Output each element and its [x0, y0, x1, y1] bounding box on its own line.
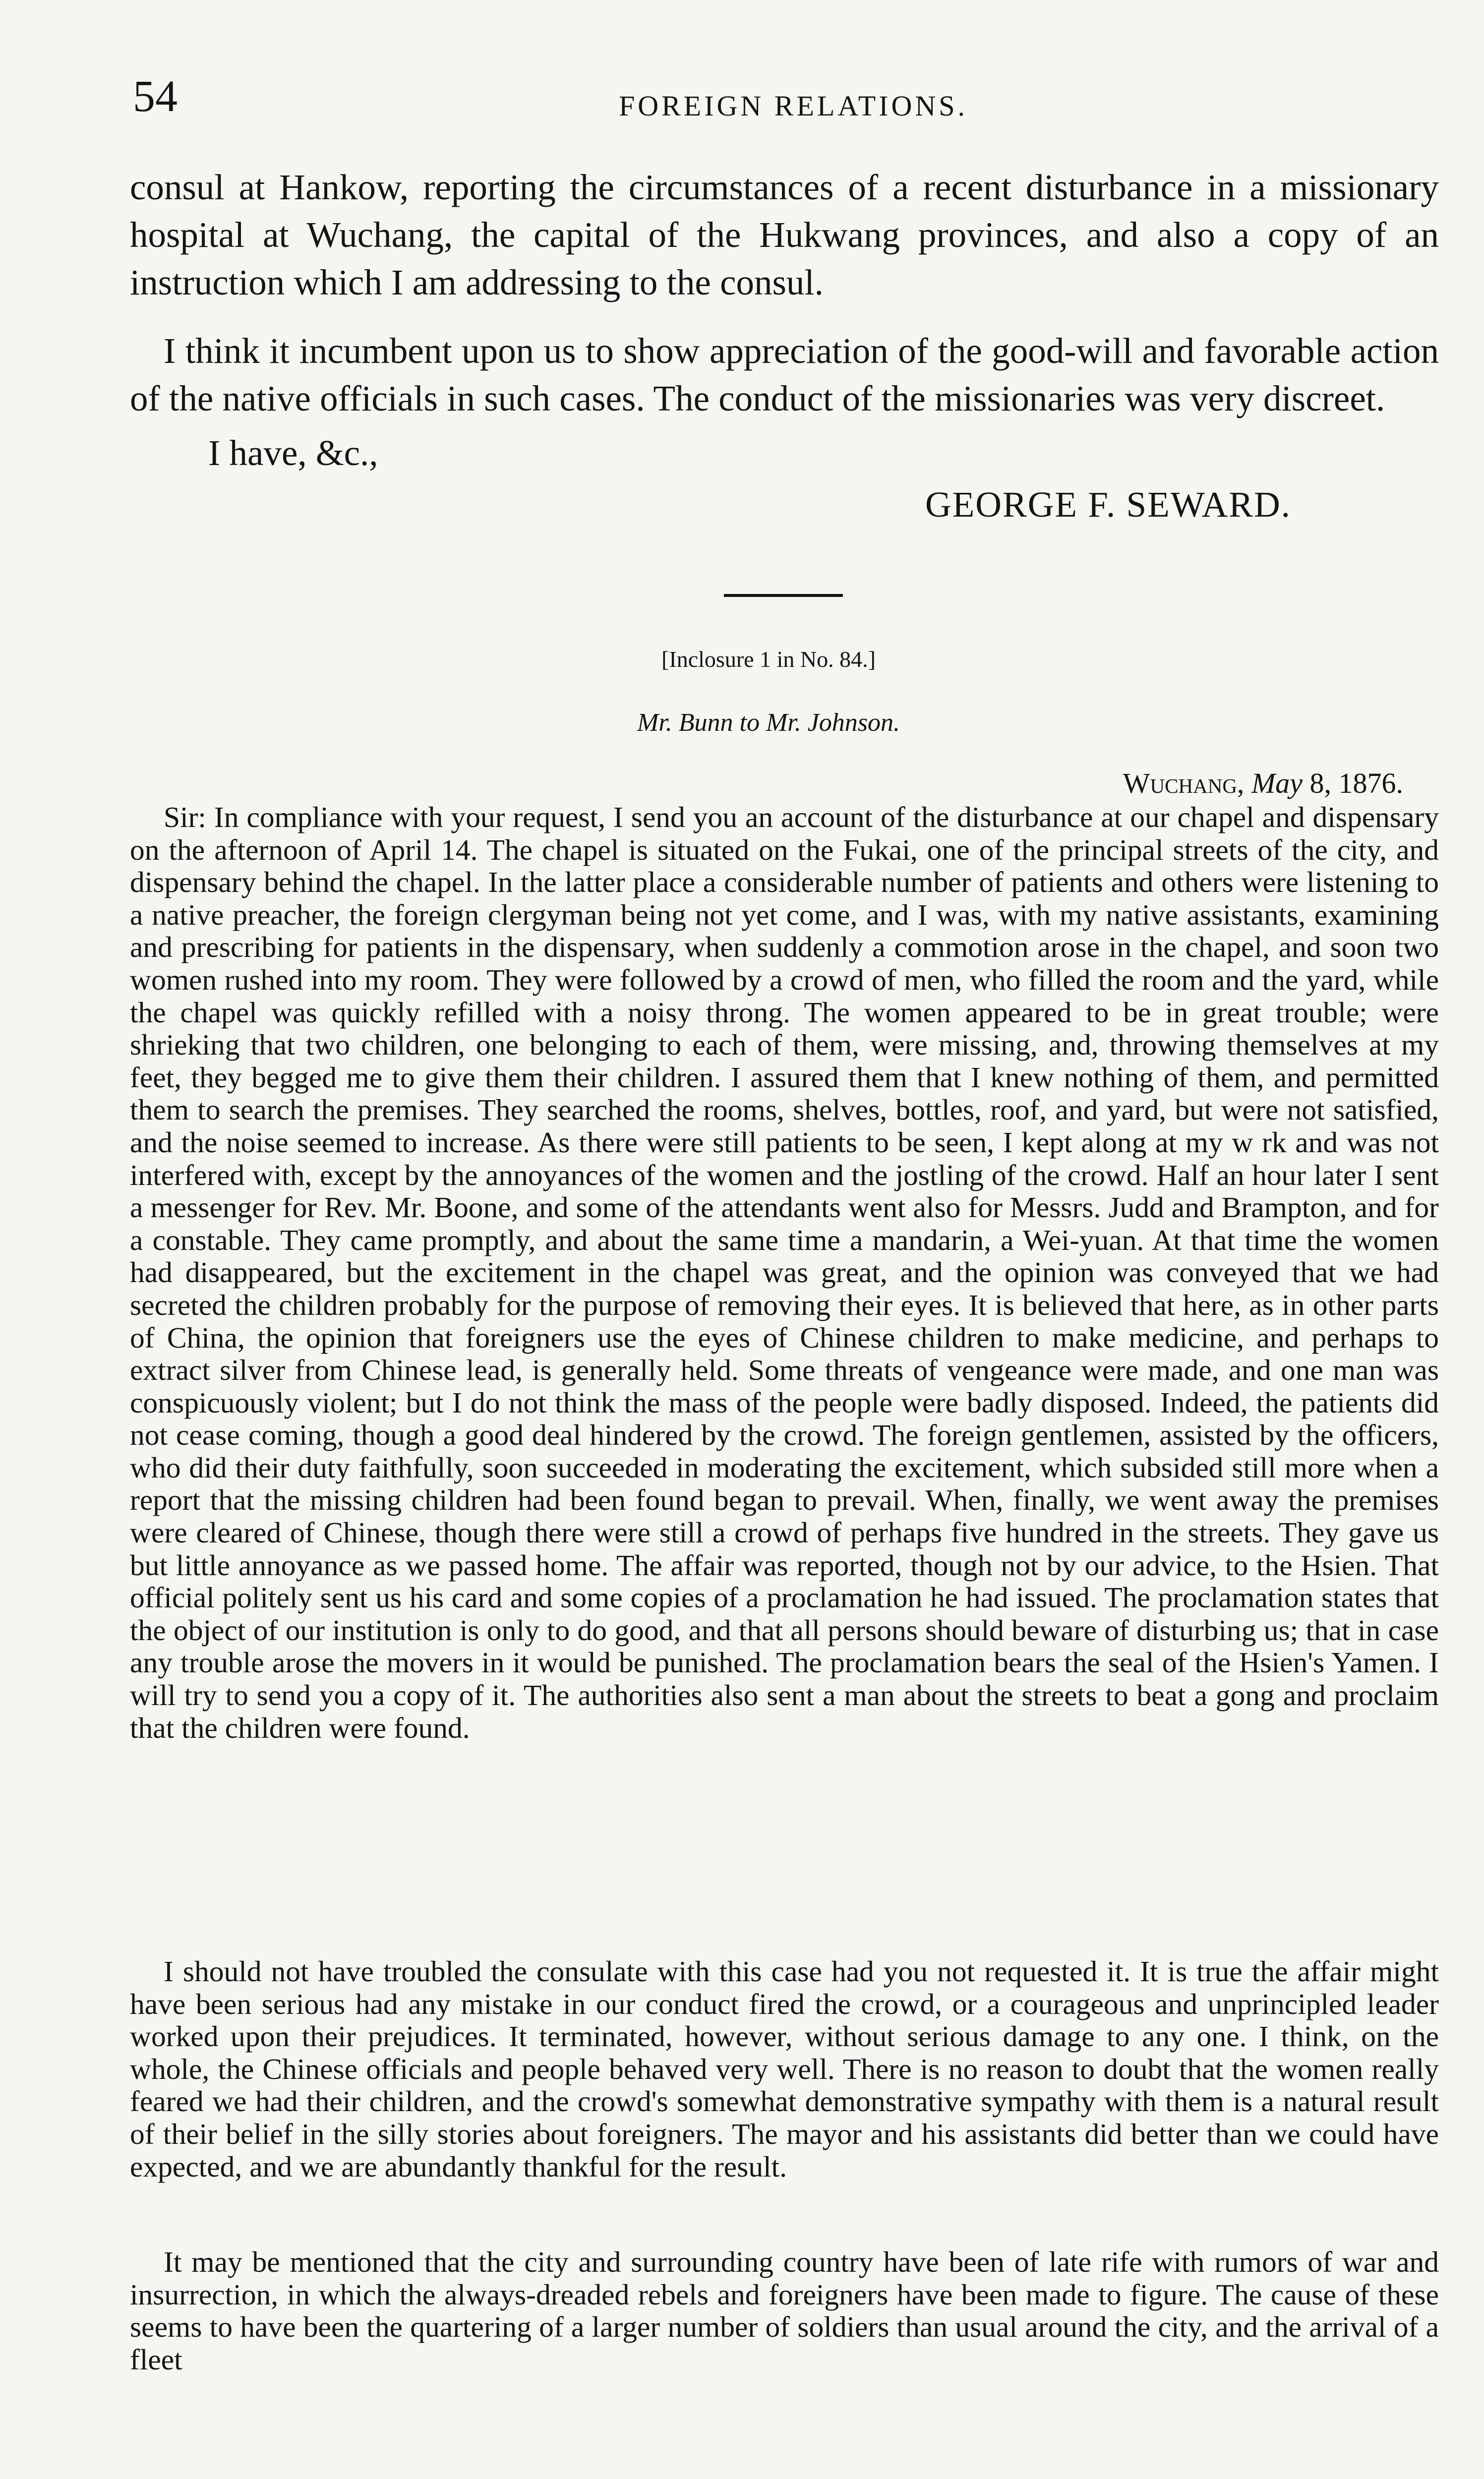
running-title: FOREIGN RELATIONS.	[618, 90, 968, 122]
inclosure-paragraph-3-text: It may be mentioned that the city and surrounding country have been of late rife with rumors of war and insurrection, in which the always-dreaded rebels and foreigners have been made to figure. The cause of these seems to have been the quartering of a larger number of soldiers than usual around the city, and the arrival of a fleet	[130, 2245, 1439, 2376]
inclosure-paragraph-1-text: Sir: In compliance with your request, I send you an account of the disturbance at our chapel and dispensary on the afternoon of April 14. The chapel is situated on the Fukai, one of the principal streets of the city, and dispensary behind the chapel. In the latter place a considerable number of patients and others were listening to a native preacher, the foreign clergyman being not yet come, and I was, with my native assistants, examining and prescribing for patients in the dispensary, when suddenly a commotion arose in the chapel, and soon two women rushed into my room. They were followed by a crowd of men, who filled the room and the yard, while the chapel was quickly refilled with a noisy throng. The women appeared to be in great trouble; were shrieking that two children, one belonging to each of them, were missing, and, throwing themselves at my feet, they begged me to give them their children. I assured them that I knew nothing of them, and permitted them to search the premises. They searched the rooms, shelves, bottles, roof, and yard, but were not satisfied, and the noise seemed to increase. As there were still patients to be seen, I kept along at my w rk and was not interfered with, except by the annoyances of the women and the jostling of the crowd. Half an hour later I sent a messenger for Rev. Mr. Boone, and some of the attendants went also for Messrs. Judd and Brampton, and for a constable. They came promptly, and about the same time a mandarin, a Wei-yuan. At that time the women had disappeared, but the excitement in the chapel was great, and the opinion was conveyed that we had secreted the children probably for the purpose of removing their eyes. It is believed that here, as in other parts of China, the opinion that foreigners use the eyes of Chinese children to make medicine, and perhaps to extract silver from Chinese lead, is generally held. Some threats of vengeance were made, and one man was conspicuously violent; but I do not think the mass of the people were badly disposed. Indeed, the patients did not cease coming, though a good deal hindered by the crowd. The foreign gentlemen, assisted by the officers, who did their duty faithfully, soon succeeded in moderating the excitement, which subsided still more when a report that the missing children had been found began to prevail. When, finally, we went away the premises were cleared of Chinese, though there were still a crowd of perhaps five hundred in the streets. They gave us but little annoyance as we passed home. The affair was reported, though not by our advice, to the Hsien. That official politely sent us his card and some copies of a proclamation he had issued. The proclamation states that the object of our institution is only to do good, and that all persons should beware of disturbing us; that in case any trouble arose the movers in it would be punished. The proclamation bears the seal of the Hsien's Yamen. I will try to send you a copy of it. The authorities also sent a man about the streets to beat a gong and proclaim that the children were found.	[130, 801, 1439, 1744]
dateline-month: May	[1251, 767, 1303, 799]
inclosure-correspondents: Mr. Bunn to Mr. Johnson.	[637, 708, 900, 737]
dateline-place: Wuchang,	[1123, 767, 1245, 799]
inclosure-dateline	[744, 766, 1403, 801]
inclosure-heading: [Inclosure 1 in No. 84.]	[661, 647, 876, 672]
letter-paragraph-2	[130, 327, 1439, 422]
inclosure-paragraph-3	[130, 2246, 1439, 2376]
letter-closing: I have, &c.,	[208, 433, 378, 473]
inclosure-paragraph-1	[130, 801, 1439, 1744]
letter-paragraph-1-text: consul at Hankow, reporting the circumstances of a recent disturbance in a missionary hospital at Wuchang, the capital of the Hukwang provinces, and also a copy of an instruction which I am addressing to the consul.	[130, 167, 1439, 302]
letter-signature: GEORGE F. SEWARD.	[925, 484, 1291, 525]
letter-paragraph-2-text: I think it incumbent upon us to show appreciation of the good-will and favorable action of the native officials in such cases. The conduct of the missionaries was very discreet.	[130, 331, 1439, 418]
page-number: 54	[133, 72, 178, 121]
dateline-day-year: 8, 1876.	[1309, 767, 1403, 799]
inclosure-paragraph-2-text: I should not have troubled the consulate with this case had you not requested it. It is true the affair might have been serious had any mistake in our conduct fired the crowd, or a courageous and unprincipled leader worked upon their prejudices. It terminated, however, without serious damage to any one. I think, on the whole, the Chinese officials and people behaved very well. There is no reason to doubt that the women really feared we had their children, and the crowd's somewhat demonstrative sympathy with them is a natural result of their belief in the silly stories about foreigners. The mayor and his assistants did better than we could have expected, and we are abundantly thankful for the result.	[130, 1955, 1439, 2183]
section-divider	[724, 594, 843, 597]
letter-paragraph-1	[130, 164, 1439, 306]
inclosure-paragraph-2	[130, 1955, 1439, 2183]
